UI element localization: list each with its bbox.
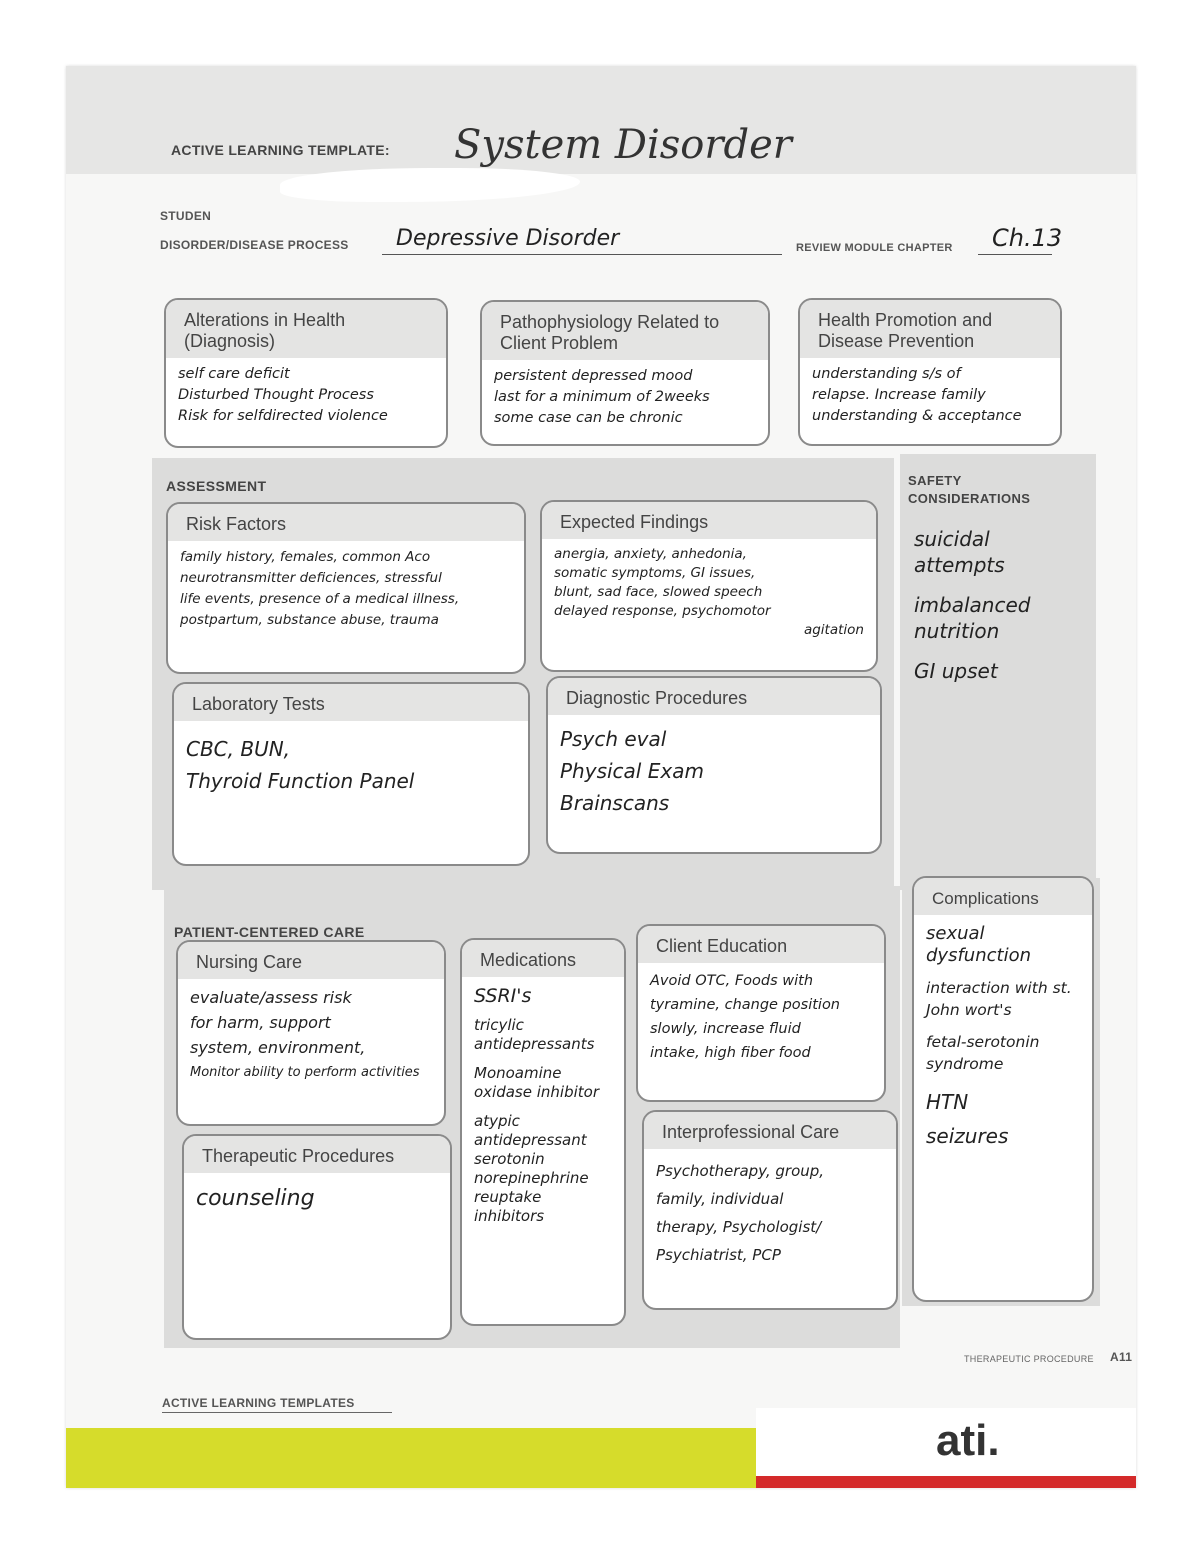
interprofessional-line: Psychotherapy, group, (656, 1162, 825, 1180)
medication-item: atypic antidepressant serotonin norepinephrine reuptake inhibitors (474, 1112, 589, 1225)
page-title: System Disorder (454, 122, 792, 168)
expected-findings-heading: Expected Findings (542, 502, 876, 539)
ati-logo: ati. (936, 1416, 1000, 1465)
therapeutic-box (182, 1134, 452, 1340)
chapter-underline (978, 254, 1052, 255)
disorder-underline (382, 254, 782, 255)
expected-findings-box (540, 500, 878, 672)
complications-box (912, 876, 1094, 1302)
pathophysiology-heading: Pathophysiology Related to Client Problem (482, 302, 768, 360)
interprofessional-line: family, individual (656, 1190, 784, 1208)
health-promotion-line: understanding & acceptance (812, 408, 1022, 424)
interprofessional-content (644, 1149, 896, 1275)
risk-factors-line: neurotransmitter deficiences, stressful (180, 570, 442, 586)
health-promotion-box (798, 298, 1062, 446)
health-promotion-line: understanding s/s of (812, 366, 961, 382)
torn-paper-patch (280, 168, 580, 202)
medications-content (462, 977, 624, 1242)
risk-factors-content (168, 541, 524, 637)
diagnostic-line: Psych eval (560, 727, 667, 751)
safety-list (914, 526, 1084, 698)
diagnostic-line: Physical Exam (560, 759, 704, 783)
complication-item: HTN (926, 1090, 969, 1114)
alterations-line: self care deficit (178, 366, 290, 382)
expected-findings-line: agitation (803, 622, 864, 638)
nursing-care-line: Monitor ability to perform activities (190, 1065, 420, 1080)
therapeutic-content (184, 1173, 450, 1221)
client-education-line: tyramine, change position (650, 997, 841, 1013)
chapter-value: Ch.13 (992, 224, 1063, 252)
health-promotion-content (800, 358, 1060, 433)
therapeutic-heading: Therapeutic Procedures (184, 1136, 450, 1173)
nursing-care-line: system, environment, (190, 1038, 366, 1057)
lab-tests-line: CBC, BUN, (186, 737, 291, 761)
alterations-box (164, 298, 448, 448)
client-education-line: intake, high fiber food (650, 1045, 811, 1061)
chapter-label: REVIEW MODULE CHAPTER (796, 242, 953, 254)
disorder-value: Depressive Disorder (396, 226, 620, 251)
lab-tests-line: Thyroid Function Panel (186, 769, 415, 793)
client-education-box (636, 924, 886, 1102)
diagnostic-box (546, 676, 882, 854)
complications-heading: Complications (914, 878, 1092, 915)
risk-factors-line: life events, presence of a medical illness, (180, 591, 460, 607)
complication-item: seizures (926, 1124, 1009, 1148)
red-strip (756, 1476, 1136, 1488)
nursing-care-content (178, 979, 444, 1091)
disorder-label: DISORDER/DISEASE PROCESS (160, 238, 349, 252)
template-prefix: ACTIVE LEARNING TEMPLATE: (171, 142, 390, 158)
nursing-care-line: for harm, support (190, 1013, 331, 1032)
pathophysiology-line: some case can be chronic (494, 410, 683, 426)
interprofessional-line: therapy, Psychologist/ (656, 1218, 822, 1236)
green-strip (66, 1428, 756, 1488)
interprofessional-box (642, 1110, 898, 1310)
pathophysiology-box (480, 300, 770, 446)
expected-findings-line: blunt, sad face, slowed speech (554, 584, 763, 600)
health-promotion-line: relapse. Increase family (812, 387, 986, 403)
safety-item: imbalanced nutrition (914, 593, 1031, 643)
risk-factors-box (166, 502, 526, 674)
client-education-line: slowly, increase fluid (650, 1021, 801, 1037)
lab-tests-content (174, 721, 528, 803)
nursing-care-heading: Nursing Care (178, 942, 444, 979)
medication-item: tricylic antidepressants (474, 1016, 595, 1053)
patient-care-label: PATIENT-CENTERED CARE (174, 924, 365, 940)
page-code: A11 (1110, 1350, 1133, 1364)
nursing-care-box (176, 940, 446, 1126)
therapeutic-line: counseling (196, 1186, 315, 1211)
client-education-content (638, 963, 884, 1071)
footer-left-label: ACTIVE LEARNING TEMPLATES (162, 1396, 355, 1410)
diagnostic-content (548, 715, 880, 825)
expected-findings-line: anergia, anxiety, anhedonia, (554, 546, 747, 562)
alterations-line: Disturbed Thought Process (178, 387, 374, 403)
diagnostic-line: Brainscans (560, 791, 670, 815)
lab-tests-heading: Laboratory Tests (174, 684, 528, 721)
worksheet-page (66, 66, 1136, 1488)
footer-rule (162, 1412, 392, 1413)
pathophysiology-content (482, 360, 768, 435)
expected-findings-line: delayed response, psychomotor (554, 603, 771, 619)
complications-content (914, 915, 1092, 1153)
footer-right-label: THERAPEUTIC PROCEDURE (964, 1354, 1094, 1364)
safety-label: SAFETY CONSIDERATIONS (908, 473, 1031, 506)
alterations-line: Risk for selfdirected violence (178, 408, 388, 424)
expected-findings-content (542, 539, 876, 646)
pathophysiology-line: persistent depressed mood (494, 368, 693, 384)
lab-tests-box (172, 682, 530, 866)
risk-factors-line: postpartum, substance abuse, trauma (180, 612, 439, 628)
diagnostic-heading: Diagnostic Procedures (548, 678, 880, 715)
alterations-heading: Alterations in Health (Diagnosis) (166, 300, 446, 358)
complication-item: interaction with st. John wort's (926, 979, 1072, 1019)
medication-item: SSRI's (474, 985, 532, 1007)
medications-heading: Medications (462, 940, 624, 977)
health-promotion-heading: Health Promotion and Disease Prevention (800, 300, 1060, 358)
student-label: STUDEN (160, 209, 212, 223)
risk-factors-heading: Risk Factors (168, 504, 524, 541)
interprofessional-heading: Interprofessional Care (644, 1112, 896, 1149)
safety-item: GI upset (914, 659, 998, 683)
medication-item: Monoamine oxidase inhibitor (474, 1064, 600, 1101)
complication-item: fetal-serotonin syndrome (926, 1033, 1040, 1073)
expected-findings-line: somatic symptoms, GI issues, (554, 565, 756, 581)
pathophysiology-line: last for a minimum of 2weeks (494, 389, 710, 405)
medications-box (460, 938, 626, 1326)
client-education-line: Avoid OTC, Foods with (650, 973, 814, 989)
interprofessional-line: Psychiatrist, PCP (656, 1246, 781, 1264)
assessment-label: ASSESSMENT (166, 478, 267, 494)
risk-factors-line: family history, females, common Aco (180, 549, 431, 565)
client-education-heading: Client Education (638, 926, 884, 963)
nursing-care-line: evaluate/assess risk (190, 988, 352, 1007)
safety-item: suicidal attempts (914, 527, 1005, 577)
complication-item: sexual dysfunction (926, 923, 1031, 966)
alterations-content (166, 358, 446, 433)
